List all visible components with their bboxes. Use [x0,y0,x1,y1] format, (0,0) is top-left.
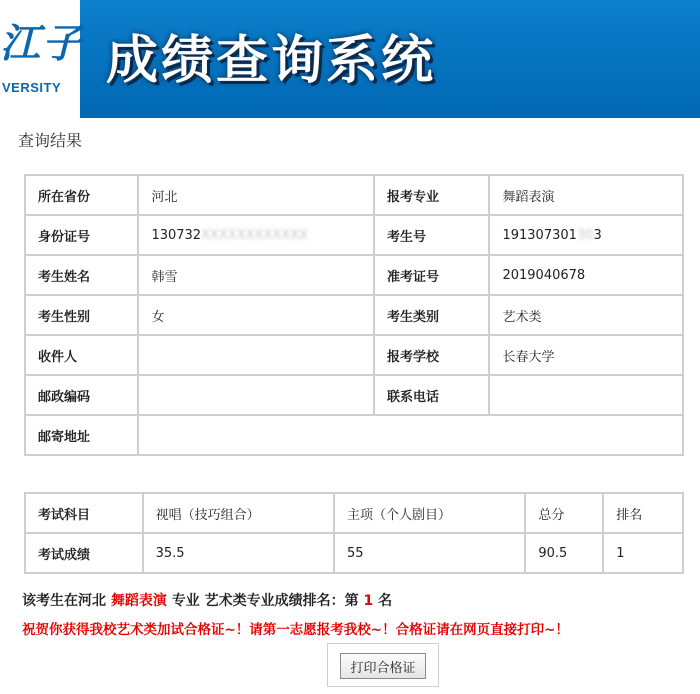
gender-label: 考生性别 [25,295,138,335]
score-label: 考试成绩 [25,533,143,573]
subject-name: 主项（个人剧目） [334,493,525,533]
recipient-value [138,335,374,375]
total-score: 90.5 [525,533,603,573]
rank-value: 1 [603,533,683,573]
phone-label: 联系电话 [374,375,489,415]
print-certificate-button[interactable]: 打印合格证 [340,653,426,679]
category-label: 考生类别 [374,295,489,335]
table-row [25,533,683,573]
gender-value: 女 [138,295,374,335]
id-redacted: XXXXXXXXXXXX [201,227,308,243]
summary-suffix: 名 [378,593,393,609]
category-value: 艺术类 [489,295,683,335]
phone-value [489,375,683,415]
admit-no-value: 2019040678 [489,255,683,295]
address-label: 邮寄地址 [25,415,138,455]
major-value: 舞蹈表演 [489,175,683,215]
system-title: 成绩查询系统 [106,30,437,91]
subject-score: 55 [334,533,525,573]
id-label: 身份证号 [25,215,138,255]
subject-label: 考试科目 [25,493,143,533]
id-value [138,215,374,255]
exam-no-label: 考生号 [374,215,489,255]
table-row [25,215,683,255]
recipient-label: 收件人 [25,335,138,375]
university-logo [0,0,84,118]
congratulations-message: 祝贺你获得我校艺术类加试合格证~！请第一志愿报考我校~！合格证请在网页直接打印~！ [22,622,569,638]
table-row [25,255,683,295]
summary-middle: 专业 艺术类专业成绩排名：第 [171,593,359,609]
exam-no-redacted: 30 [576,227,594,243]
province-value: 河北 [138,175,374,215]
exam-no-value [489,215,683,255]
candidate-info-table [24,174,684,456]
logo-university-text: VERSITY [2,80,62,95]
summary-major: 舞蹈表演 [110,593,167,609]
name-label: 考生姓名 [25,255,138,295]
school-label: 报考学校 [374,335,489,375]
table-row [25,415,683,455]
table-row [25,175,683,215]
admit-no-label: 准考证号 [374,255,489,295]
print-button-frame [327,643,439,687]
score-table [24,492,684,574]
table-row [25,295,683,335]
table-row [25,335,683,375]
section-title: 查询结果 [18,131,83,150]
header-banner [0,0,700,118]
table-row [25,493,683,533]
logo-calligraphy: 江子 [0,20,84,67]
school-value: 长春大学 [489,335,683,375]
exam-no-tail: 3 [593,227,602,243]
postcode-value [138,375,374,415]
summary-rank: 1 [363,593,374,609]
province-label: 所在省份 [25,175,138,215]
total-label: 总分 [525,493,603,533]
subject-name: 视唱（技巧组合） [143,493,334,533]
id-visible: 130732 [151,227,202,243]
postcode-label: 邮政编码 [25,375,138,415]
rank-summary [22,590,392,610]
major-label: 报考专业 [374,175,489,215]
table-row [25,375,683,415]
address-value [138,415,683,455]
rank-label: 排名 [603,493,683,533]
subject-score: 35.5 [143,533,334,573]
summary-prefix: 该考生在河北 [22,593,106,609]
exam-no-visible: 191307301 [502,227,577,243]
name-value: 韩雪 [138,255,374,295]
